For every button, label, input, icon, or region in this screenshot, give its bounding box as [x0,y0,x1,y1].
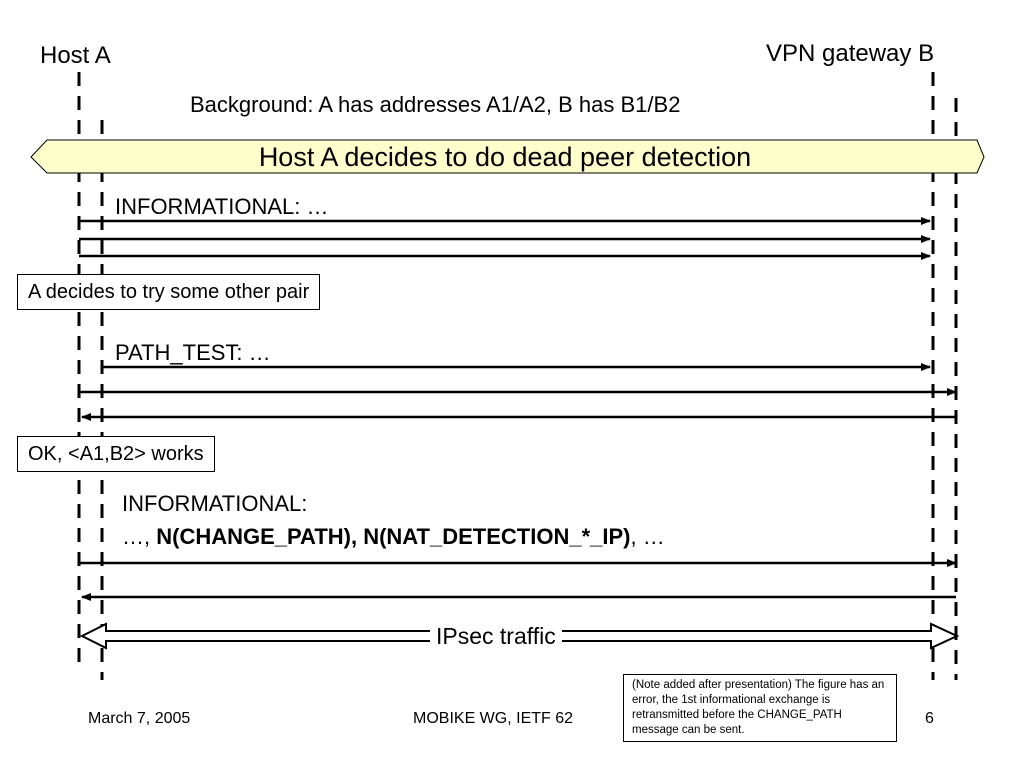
informational-2-payload [122,524,665,550]
payload-suffix: , … [630,524,665,549]
banner-text: Host A decides to do dead peer detection [258,142,752,172]
informational-2-label: INFORMATIONAL: [122,491,308,516]
gateway-b-label: VPN gateway B [766,40,935,67]
ipsec-traffic-label: IPsec traffic [430,621,562,651]
footer-date: March 7, 2005 [88,710,191,727]
footer-page-number: 6 [925,710,934,727]
footer-venue: MOBIKE WG, IETF 62 [413,710,574,727]
path-test-label: PATH_TEST: … [115,340,271,365]
background-text: Background: A has addresses A1/A2, B has B1/B2 [190,92,681,117]
host-a-label: Host A [40,42,111,69]
payload-prefix: …, [122,524,157,549]
presentation-note: (Note added after presentation) The figure has an error, the 1st informational exchange is retransmitted before the CHANGE_PATH message can be sent. [623,674,897,742]
try-other-pair-note: A decides to try some other pair [17,274,320,310]
payload-bold: N(CHANGE_PATH), N(NAT_DETECTION_*_IP) [156,524,631,549]
works-note: OK, <A1,B2> works [17,436,215,472]
informational-label: INFORMATIONAL: … [115,194,329,219]
